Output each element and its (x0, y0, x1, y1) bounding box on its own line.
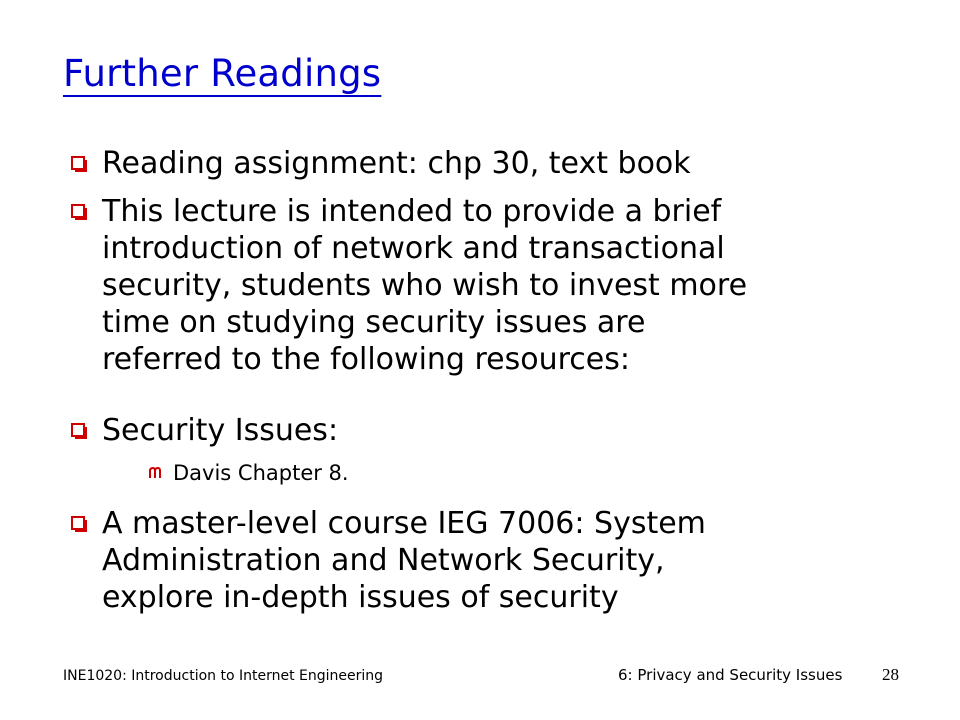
page-number: 28 (882, 665, 899, 684)
bullet-line: explore in-depth issues of security (102, 580, 619, 615)
hollow-square-bullet-icon (70, 422, 88, 440)
crescent-bullet-icon (148, 465, 162, 479)
hollow-square-bullet-icon (70, 155, 88, 173)
bullet-line: This lecture is intended to provide a brief (102, 194, 722, 229)
bullet-line: Reading assignment: chp 30, text book (102, 146, 691, 181)
hollow-square-bullet-icon (70, 203, 88, 221)
bullet-line: introduction of network and transactional (102, 231, 725, 266)
footer-chapter: 6: Privacy and Security Issues (618, 666, 843, 684)
bullet-line: time on studying security issues are (102, 305, 646, 340)
bullet-line: A master-level course IEG 7006: System (102, 506, 706, 541)
bullet-text (102, 412, 892, 449)
bullet-line: Security Issues: (102, 413, 339, 448)
bullet-line: security, students who wish to invest more (102, 268, 748, 303)
bullet-text (102, 193, 892, 378)
bullet-text (102, 145, 892, 182)
hollow-square-bullet-icon (70, 515, 88, 533)
bullet-line: referred to the following resources: (102, 342, 630, 377)
sub-bullet-text: Davis Chapter 8. (173, 461, 349, 485)
bullet-line: Administration and Network Security, (102, 543, 665, 578)
slide-title: Further Readings (63, 52, 382, 95)
bullet-text (102, 505, 892, 616)
footer-course: INE1020: Introduction to Internet Engineering (63, 668, 384, 684)
